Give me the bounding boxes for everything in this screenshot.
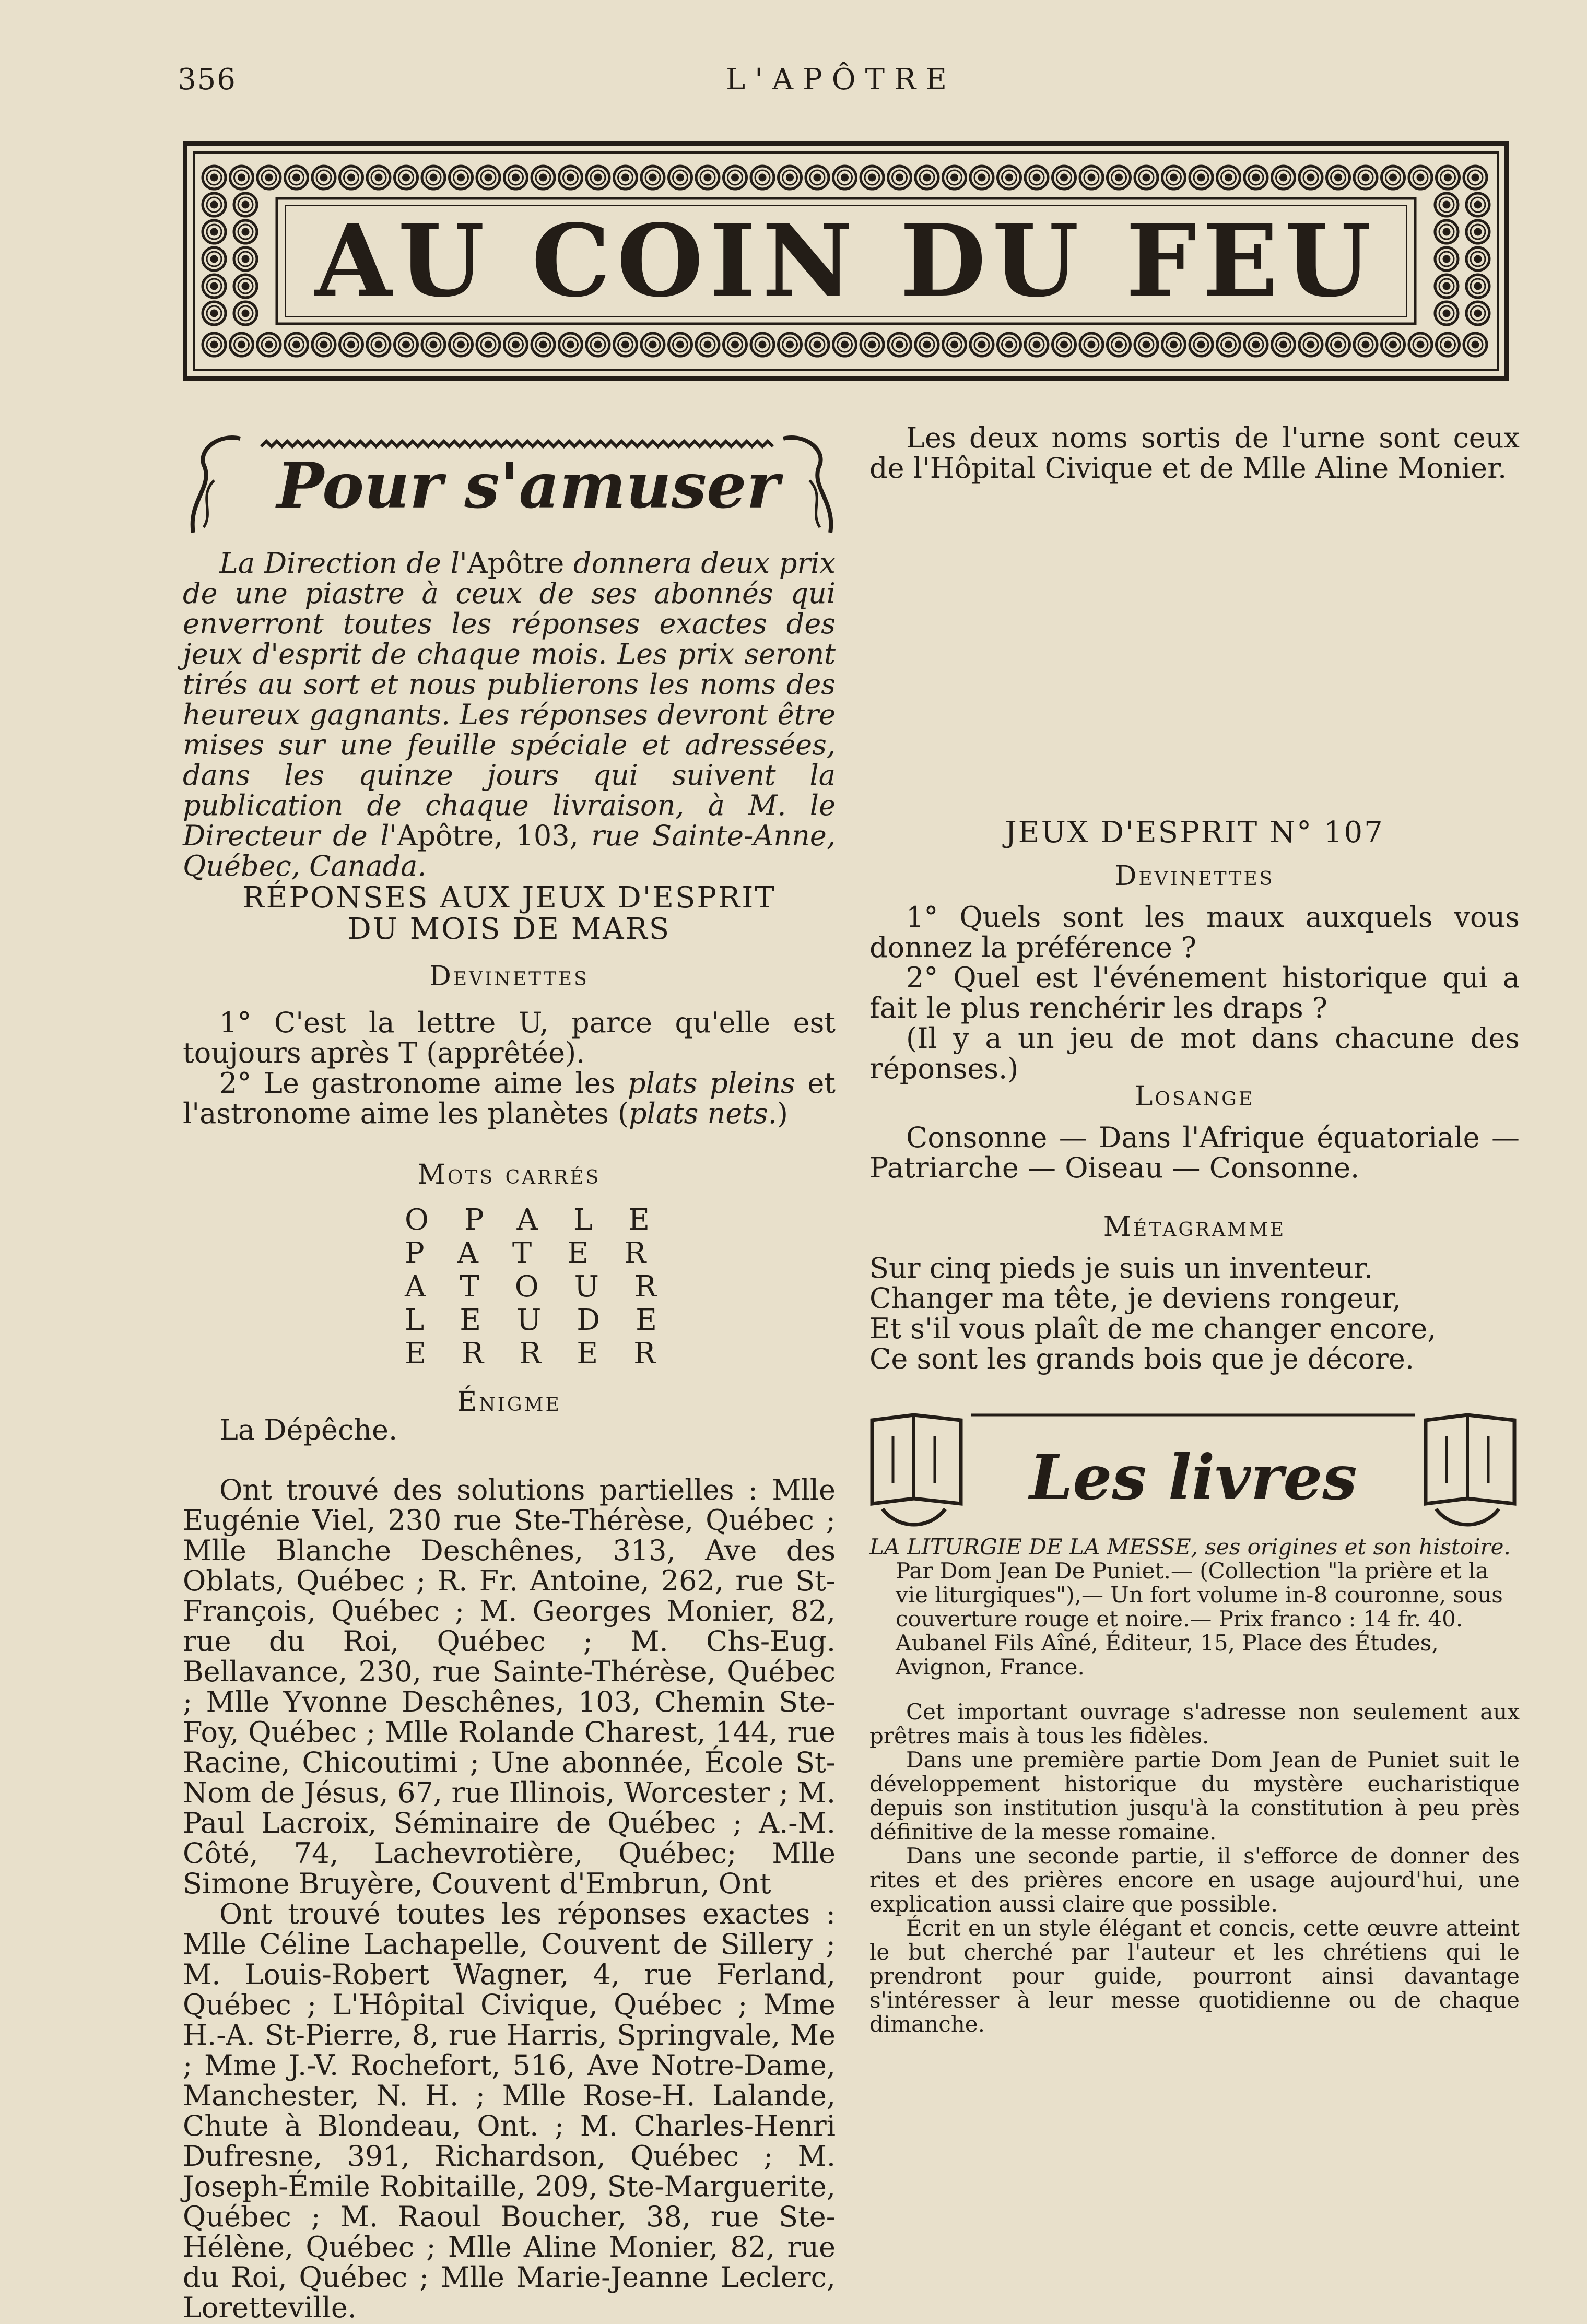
enigme-label: Énigme bbox=[457, 1386, 561, 1418]
losange-block bbox=[869, 1123, 1520, 1183]
dev2-part-e: ) bbox=[777, 1097, 788, 1130]
intro-text-2: Apôtre bbox=[467, 547, 565, 580]
review-paragraph-3: Dans une seconde partie, il s'efforce de donner des rites et des prières encore en usage aujourd'hui, une explication aussi claire que possible. bbox=[869, 1843, 1520, 1917]
mots-carres-row: LEUDE bbox=[405, 1303, 693, 1337]
metagramme-poem bbox=[869, 1253, 1520, 1374]
mots-carres-row: PATER bbox=[405, 1236, 682, 1270]
running-title: L'APÔTRE bbox=[726, 63, 957, 97]
book-meta: Par Dom Jean De Puniet.— (Collection "la prière et la vie liturgiques"),— Un fort volume in-8 couronne, sous couverture rouge et noire.— Prix franco : 14 fr. 40. Aubanel Fils Aîné, Éditeur, 15, Place des Études, Avignon, France. bbox=[896, 1558, 1503, 1680]
devinettes-answers bbox=[183, 1008, 836, 1129]
enigme-answer-block bbox=[183, 1415, 836, 1445]
banner-title: AU COIN DU FEU bbox=[314, 203, 1378, 319]
losange-text: Consonne — Dans l'Afrique équatoriale — Patriarche — Oiseau — Consonne. bbox=[869, 1121, 1520, 1184]
reponses-heading-line-1: RÉPONSES AUX JEUX D'ESPRIT bbox=[242, 881, 776, 915]
question-1: 1° Quels sont les maux auxquels vous donnez la préférence ? bbox=[869, 901, 1520, 964]
intro-text-4: Apôtre bbox=[397, 819, 494, 852]
jeux-107-questions bbox=[869, 902, 1520, 1084]
section-header-les-livres bbox=[867, 1405, 1520, 1530]
losange-label: Losange bbox=[1134, 1081, 1255, 1112]
review-paragraph-2: Dans une première partie Dom Jean de Puniet suit le développement historique du mystère eucharistique depuis son institution jusqu'à la constitution à peu près définitive de la messe romaine. bbox=[869, 1747, 1520, 1845]
section-title-les-livres: Les livres bbox=[1029, 1441, 1357, 1514]
enigme-answer: La Dépêche. bbox=[219, 1413, 398, 1446]
exact-solutions-continued bbox=[869, 423, 1520, 483]
dev2-part-d: plats nets. bbox=[628, 1097, 777, 1130]
question-note: (Il y a un jeu de mot dans chacune des réponses.) bbox=[869, 1022, 1520, 1085]
mots-carres-row: ERRER bbox=[405, 1337, 691, 1371]
dev2-part-c: et l'astronome aime les planètes ( bbox=[183, 1067, 836, 1130]
poem-line: Et s'il vous plaît de me changer encore, bbox=[869, 1312, 1437, 1345]
page-number: 356 bbox=[178, 63, 237, 97]
partial-solutions-text: Ont trouvé des solutions partielles : Mlle Eugénie Viel, 230 rue Ste-Thérèse, Québec ; Mlle Blanche Deschênes, 313, Ave des Oblats, Québec ; R. Fr. Antoine, 262, rue St-François, Québec ; M. Georges Monier, 82, rue du Roi, Québec ; M. Chs-Eug. Bellavance, 230, rue Sainte-Thérèse, Québec ; Mlle Yvonne Deschênes, 103, Chemin Ste-Foy, Québec ; Mlle Rolande Charest, 144, rue Racine, Chicoutimi ; Une abonnée, École St-Nom de Jésus, 67, rue Illinois, Worcester ; M. Paul Lacroix, Séminaire de Québec ; A.-M. Côté, 74, Lachevrotière, Québec; Mlle Simone Bruyère, Couvent d'Embrun, Ont bbox=[183, 1473, 836, 1900]
book-review bbox=[869, 1535, 1520, 2036]
dev2-part-a: 2° Le gastronome aime les bbox=[219, 1067, 628, 1100]
gagnants-text: Les deux noms sortis de l'urne sont ceux de l'Hôpital Civique et de Mlle Aline Monier. bbox=[869, 421, 1520, 485]
banner-au-coin-du-feu bbox=[183, 141, 1509, 381]
intro-text-1: La Direction de l' bbox=[219, 547, 467, 580]
reponses-heading-line-2: DU MOIS DE MARS bbox=[347, 912, 671, 946]
partial-solutions bbox=[183, 1475, 836, 2323]
question-2: 2° Quel est l'événement historique qui a fait le plus renchérir les draps ? bbox=[869, 961, 1520, 1024]
section-header-pour-s-amuser bbox=[183, 423, 841, 543]
mots-carres-grid bbox=[405, 1204, 692, 1371]
dev2-part-b: plats pleins bbox=[628, 1067, 795, 1100]
devinettes-label: Devinettes bbox=[429, 961, 589, 992]
devinette-answer-1: 1° C'est la lettre U, parce qu'elle est toujours après T (apprêtée). bbox=[183, 1006, 836, 1069]
exact-solutions-text: Ont trouvé toutes les réponses exactes : Mlle Céline Lachapelle, Couvent de Sillery ; M. Louis-Robert Wagner, 4, rue Ferland, Québec ; L'Hôpital Civique, Québec ; Mme H.-A. St-Pierre, 8, rue Harris, Springvale, Me ; Mme J.-V. Rochefort, 516, Ave Notre-Dame, Manchester, N. H. ; Mlle Rose-H. Lalande, Chute à Blondeau, Ont. ; M. Charles-Henri Dufresne, 391, Richardson, Québec ; M. Joseph-Émile Robitaille, 209, Ste-Marguerite, Québec ; M. Raoul Boucher, 38, rue Ste-Hélène, Québec ; Mlle Aline Monier, 82, rue du Roi, Québec ; Mlle Marie-Jeanne Leclerc, Loretteville. bbox=[183, 1897, 836, 2324]
jeux-107-devinettes-label: Devinettes bbox=[1114, 860, 1275, 892]
poem-line: Sur cinq pieds je suis un inventeur. bbox=[869, 1252, 1373, 1284]
intro-paragraph bbox=[183, 548, 836, 881]
poem-line: Ce sont les grands bois que je décore. bbox=[869, 1342, 1414, 1375]
mots-carres-row: OPALE bbox=[405, 1203, 685, 1237]
devinette-answer-2 bbox=[183, 1068, 836, 1129]
intro-text-3: donnera deux prix de une piastre à ceux de ses abonnés qui enverront toutes les réponses exactes des jeux d'esprit de chaque mois. Les prix seront tirés au sort et nous publierons les noms des heureux gagnants. Les réponses devront être mises sur une feuille spéciale et adressées, dans les quinze jours qui suivent la publication de chaque livraison, à M. le Directeur de l' bbox=[183, 547, 836, 852]
reponses-heading bbox=[183, 882, 836, 945]
section-title-pour-s-amuser: Pour s'amuser bbox=[277, 449, 780, 523]
poem-line: Changer ma tête, je deviens rongeur, bbox=[869, 1282, 1402, 1315]
metagramme-label: Métagramme bbox=[1103, 1211, 1286, 1243]
review-paragraph-1: Cet important ouvrage s'adresse non seulement aux prêtres mais à tous les fidèles. bbox=[869, 1699, 1520, 1749]
mots-carres-row: ATOUR bbox=[405, 1270, 692, 1304]
book-title: LA LITURGIE DE LA MESSE, ses origines et son histoire. bbox=[869, 1534, 1511, 1560]
jeux-107-heading: JEUX D'ESPRIT N° 107 bbox=[1005, 816, 1384, 850]
mots-carres-label: Mots carrés bbox=[417, 1159, 601, 1190]
review-paragraph-4: Écrit en un style élégant et concis, cette œuvre atteint le but cherché par l'auteur et les chrétiens qui le prendront pour guide, pourront ainsi davantage s'intéresser à leur messe quotidienne ou de chaque dimanche. bbox=[869, 1915, 1520, 2037]
intro-text-6: rue Sainte-Anne, Québec, Canada. bbox=[183, 819, 836, 882]
intro-text-5: , 103, bbox=[493, 819, 592, 852]
